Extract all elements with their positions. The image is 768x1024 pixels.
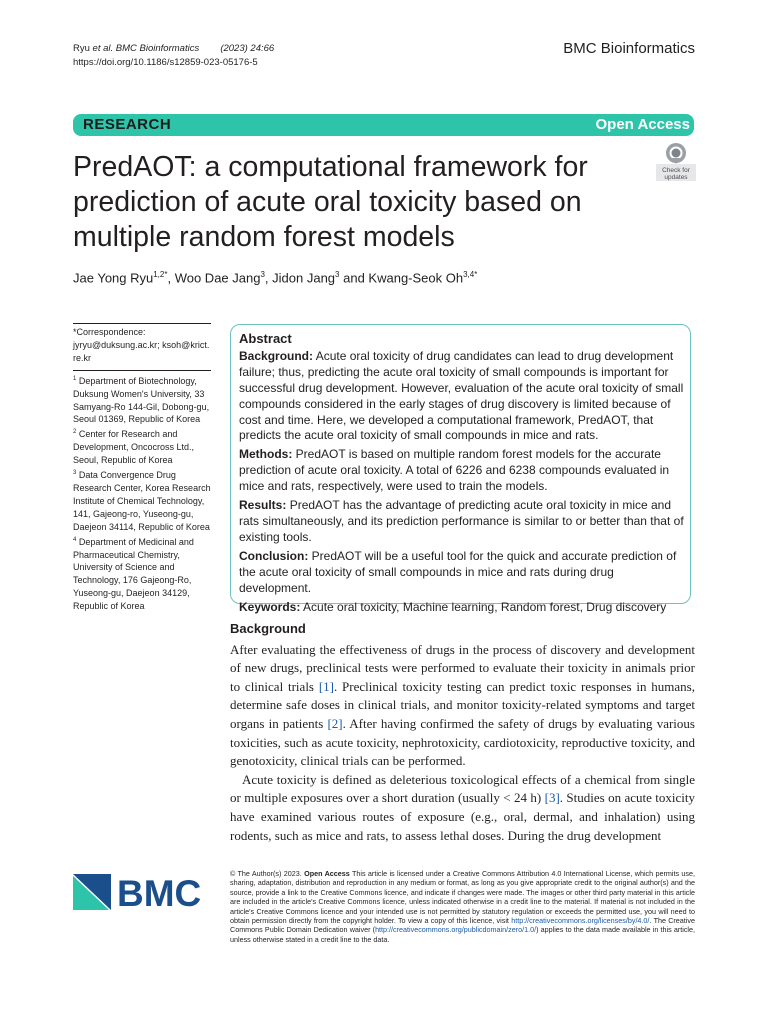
- citation-line: [73, 42, 274, 56]
- license-open-access: Open Access: [304, 869, 350, 878]
- abstract-methods-text: PredAOT is based on multiple random forest models for the accurate prediction of acute oral toxicity. A total of 6226 and 6238 compounds evaluated in mice and rats, respectively, were used to train the models.: [239, 447, 670, 494]
- citation-header: [73, 42, 274, 70]
- license-text: This article is licensed under a Creative Commons Attribution 4.0 International License, which permits use, sharing, adaptation, distribution and reproduction in any medium or format, as long as you give appropriate credit to the original author(s) and the source, provide a link to the Creative Commons licence, and indicate if changes were made. The images or other third party material in this article are included in the article's Creative Commons licence, unless indicated otherwise in a credit line to the material. If material is not included in the article's Creative Commons licence and your intended use is not permitted by statutory regulation or exceeds the permitted use, you will need to obtain permission directly from the copyright holder. To view a copy of this licence, visit: [230, 869, 695, 926]
- abstract-keywords: [239, 600, 689, 616]
- open-access-label: Open Access: [595, 116, 690, 133]
- keywords-label: Keywords:: [239, 599, 301, 614]
- citation-journal: et al. BMC Bioinformatics: [92, 43, 200, 54]
- abstract-box: [230, 324, 691, 614]
- author-affiliation-ref: 3: [335, 270, 340, 279]
- license-text: © The Author(s) 2023.: [230, 869, 305, 878]
- license-link[interactable]: http://creativecommons.org/licenses/by/4.0/: [511, 916, 650, 926]
- public-domain-link[interactable]: http://creativecommons.org/publicdomain/zero/1.0/: [375, 925, 537, 935]
- affiliation-item: [73, 426, 211, 467]
- abstract-conclusion-text: PredAOT will be a useful tool for the quick and accurate prediction of the acute oral toxicity of small compounds in mice and rats during drug development.: [239, 548, 677, 595]
- check-for-updates-line2: updates: [664, 174, 688, 181]
- affiliation-text: Department of Biotechnology, Duksung Women's University, 33 Samyang-Ro 144-Gil, Dobong-gu, Seoul 01369, Republic of Korea: [73, 375, 210, 425]
- affiliation-item: [73, 467, 211, 534]
- body-text: . Preclinical toxicity testing can predict toxic responses in humans, determine safe doses in clinical trials, and monitor toxicity-related symptoms and target organs in patients: [230, 678, 695, 731]
- affiliations-sidebar: [73, 323, 211, 613]
- citation-link[interactable]: [1]: [318, 678, 334, 694]
- author-name[interactable]: Woo Dae Jang: [174, 270, 261, 286]
- bmc-logo: [73, 872, 215, 912]
- affiliation-number: 4: [73, 536, 77, 543]
- journal-name: BMC Bioinformatics: [563, 40, 695, 57]
- affiliation-item: [73, 373, 211, 427]
- author-name[interactable]: Kwang‑Seok Oh: [368, 270, 464, 286]
- abstract-results-text: PredAOT has the advantage of predicting acute oral toxicity in mice and rats simultaneously, and its prediction performance is similar to or better than that of existing tools.: [239, 498, 684, 544]
- citation-year-volume: (2023) 24:66: [220, 43, 275, 54]
- article-body: [230, 620, 695, 845]
- author-separator: and: [339, 270, 369, 286]
- section-label: RESEARCH: [83, 116, 172, 133]
- abstract-methods-label: Methods:: [239, 447, 293, 462]
- author-separator: ,: [264, 270, 273, 286]
- section-bar: [73, 114, 694, 136]
- abstract-background: [239, 349, 689, 444]
- abstract-results: [239, 498, 689, 546]
- correspondence-label: *Correspondence:: [73, 327, 146, 337]
- citation-author: Ryu: [73, 43, 90, 54]
- author-name[interactable]: Jidon Jang: [272, 270, 336, 286]
- affiliation-number: 1: [73, 375, 77, 382]
- correspondence-emails[interactable]: jyryu@duksung.ac.kr; ksoh@krict.re.kr: [73, 339, 210, 363]
- body-text: Acute toxicity is defined as deleterious toxicological effects of a chemical from single or multiple exposures over a short duration (usually < 24 h): [230, 771, 695, 806]
- doi-link[interactable]: https://doi.org/10.1186/s12859-023-05176-5: [73, 57, 258, 68]
- keywords-text: Acute oral toxicity, Machine learning, Random forest, Drug discovery: [303, 599, 667, 614]
- citation-link[interactable]: [2]: [327, 715, 343, 731]
- abstract-results-label: Results:: [239, 498, 287, 513]
- license-text: ) applies to the data made available in this article, unless otherwise stated in a credit line to the data.: [230, 925, 696, 944]
- body-paragraph: [230, 641, 695, 771]
- abstract-conclusion-label: Conclusion:: [239, 548, 309, 563]
- body-text: . Studies on acute toxicity have examined various routes of exposure (e.g., oral, dermal, and inhalation) using rodents, such as mice and rats, to assess lethal doses. During the drug development: [230, 790, 695, 843]
- abstract-conclusion: [239, 549, 689, 597]
- body-text: After evaluating the effectiveness of drugs in the process of discovery and development of new drugs, preclinical tests were performed to evaluate their toxicity in animals prior to clinical trials: [230, 641, 695, 694]
- license-statement: [230, 869, 695, 944]
- citation-link[interactable]: [3]: [544, 790, 560, 806]
- body-text: . After having confirmed the safety of drugs by evaluating various toxicities, such as acute toxicity, nephrotoxicity, cardiotoxicity, reproductive toxicity, and genotoxicity, clinical trials can be performed.: [230, 715, 695, 769]
- sidebar-divider: [73, 370, 211, 371]
- section-heading: Background: [230, 621, 306, 636]
- affiliation-number: 3: [73, 470, 77, 477]
- author-name[interactable]: Jae Yong Ryu: [73, 270, 154, 286]
- affiliation-text: Department of Medicinal and Pharmaceutical Chemistry, University of Science and Technology, 176 Gajeong-Ro, Yuseong-gu, Daejeon 34129, Republic of Korea: [73, 536, 194, 612]
- bmc-logo-text: BMC: [117, 873, 202, 912]
- article-title: PredAOT: a computational framework for prediction of acute oral toxicity based on multiple random forest models: [73, 151, 588, 253]
- author-affiliation-ref: 1,2*: [153, 270, 168, 279]
- check-for-updates-line1: Check for: [662, 167, 690, 174]
- affiliation-text: Center for Research and Development, Oncocross Ltd., Seoul, Republic of Korea: [73, 429, 195, 466]
- license-text: . The Creative Commons Public Domain Dedication waiver (: [230, 916, 695, 935]
- affiliation-item: [73, 534, 211, 613]
- sidebar-divider: [73, 323, 211, 324]
- bmc-logo-icon: [73, 872, 215, 912]
- abstract-background-label: Background:: [239, 348, 314, 363]
- abstract-background-text: Acute oral toxicity of drug candidates can lead to drug development failure; thus, predicting the acute oral toxicity of small compounds is important for successful drug development. However, evaluation of the acute oral toxicity of small compounds considered in the early stages of drug discovery is limited because of cost and time. Here, we developed a computational framework, PredAOT, that predicts the acute oral toxicity of small compounds in mice and rats.: [239, 348, 684, 443]
- author-list: [73, 270, 477, 285]
- abstract-heading: Abstract: [239, 331, 292, 346]
- abstract-methods: [239, 447, 689, 495]
- author-separator: ,: [167, 270, 175, 286]
- author-affiliation-ref: 3,4*: [463, 270, 478, 279]
- affiliation-text: Data Convergence Drug Research Center, Korea Research Institute of Chemical Technology, 141, Gajeong-ro, Yuseong-gu, Daejeon 34114, Republic of Korea: [73, 470, 211, 532]
- affiliation-number: 2: [73, 429, 77, 436]
- check-for-updates-badge[interactable]: [655, 140, 697, 182]
- check-for-updates-icon: [655, 140, 697, 182]
- body-paragraph: [230, 771, 695, 845]
- author-affiliation-ref: 3: [260, 270, 265, 279]
